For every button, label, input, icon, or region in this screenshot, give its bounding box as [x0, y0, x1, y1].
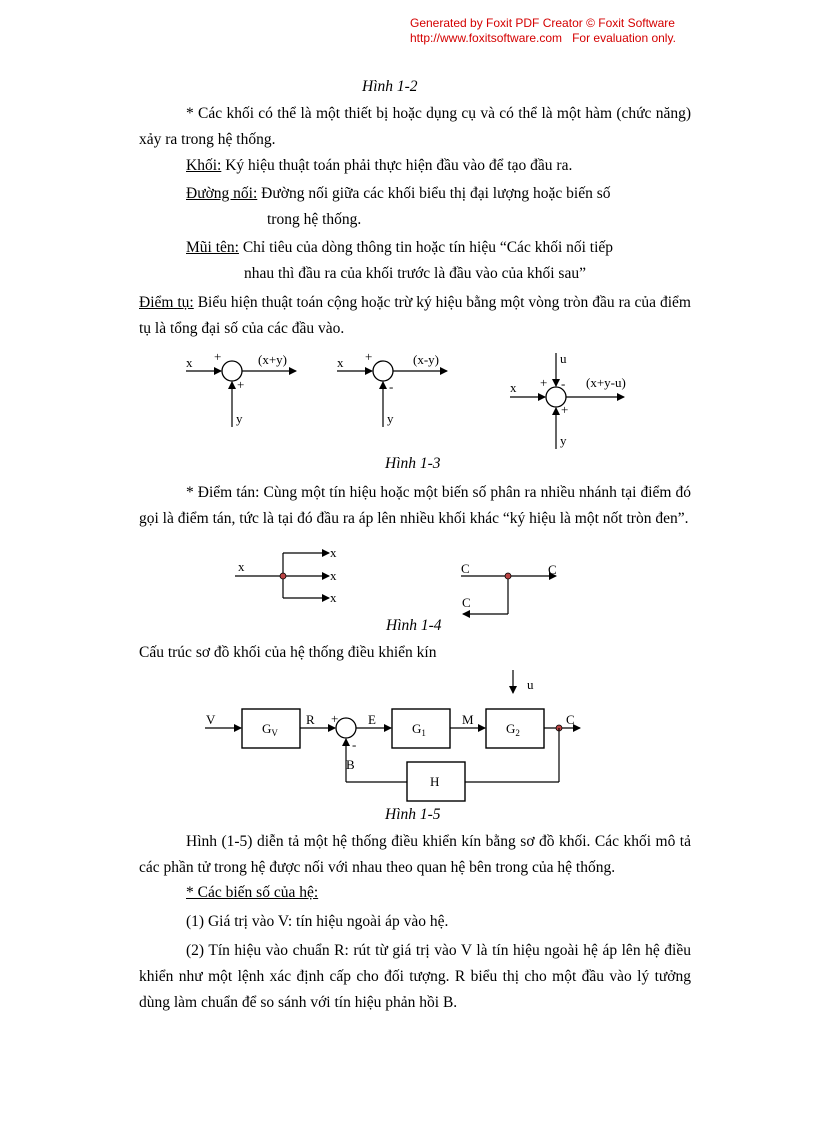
- j2-sign-2: -: [389, 379, 394, 394]
- heading-closed-loop: Cấu trúc sơ đồ khối của hệ thống điều khiển kín: [139, 644, 437, 661]
- caption-fig-1-5: Hình 1-5: [385, 806, 441, 823]
- branch-left-out-1: x: [330, 545, 337, 560]
- branch-right-back: C: [462, 595, 471, 610]
- term-khoi: Khối:: [186, 157, 222, 174]
- watermark-note: For evaluation only.: [572, 31, 676, 45]
- signal-u-label: u: [527, 677, 534, 692]
- figure-1-3: [0, 345, 816, 465]
- signal-r-label: R: [306, 712, 315, 727]
- j3-output-label: (x+y-u): [586, 375, 626, 390]
- j3-input-label: x: [510, 380, 517, 395]
- summing-junction-2: [337, 349, 447, 427]
- variable-item-2: (2) Tín hiệu vào chuẩn R: rút từ giá trị vào V là tín hiệu ngoài hệ áp lên hệ điều khiển như một lệnh xác định cấp cho đối tượng. R biểu thị cho một đầu vào lý tưởng dùng làm chuẩn để so sánh với tín hiệu phản hồi B.: [139, 942, 691, 1011]
- j1-sign-2: +: [237, 377, 245, 392]
- j3-top-label: u: [560, 351, 567, 366]
- term-mui-ten: Mũi tên:: [186, 239, 239, 256]
- summing-junction-1: [186, 349, 296, 427]
- sum-plus-sign: +: [331, 711, 339, 726]
- watermark: [410, 16, 676, 46]
- definition-duong-noi-cont: trong hệ thống.: [267, 211, 362, 228]
- block-h-label: H: [430, 774, 440, 789]
- definition-khoi: Khối: Ký hiệu thuật toán phải thực hiện đầu vào để tạo đầu ra.: [186, 157, 573, 174]
- j1-side-label: y: [236, 411, 243, 426]
- signal-e-label: E: [368, 712, 376, 727]
- branch-left-out-2: x: [330, 568, 337, 583]
- branch-right-input: C: [461, 561, 470, 576]
- j3-sign-3: +: [561, 402, 569, 417]
- branch-right-out: C: [548, 562, 557, 577]
- heading-variables: * Các biến số của hệ:: [186, 884, 319, 901]
- signal-b-label: B: [346, 757, 355, 772]
- caption-fig-1-2: Hình 1-2: [362, 78, 418, 95]
- paragraph-fig-1-5: Hình (1-5) diễn tả một hệ thống điều khiển kín bằng sơ đồ khối. Các khối mô tả các phần tử trong hệ được nối với nhau theo quan hệ bên trong của hệ thống.: [139, 833, 691, 876]
- j2-input-label: x: [337, 355, 344, 370]
- summing-junction-main: [336, 718, 356, 738]
- branch-point-left: [235, 545, 337, 605]
- caption-fig-1-4: Hình 1-4: [386, 617, 442, 634]
- definition-mui-ten-cont: nhau thì đầu ra của khối trước là đầu vào của khối sau”: [244, 265, 586, 282]
- definition-mui-ten: Mũi tên: Chỉ tiêu của dòng thông tin hoặc tín hiệu “Các khối nối tiếp: [186, 239, 614, 256]
- j1-output-label: (x+y): [258, 352, 287, 367]
- signal-v-label: V: [206, 712, 216, 727]
- j1-input-label: x: [186, 355, 193, 370]
- paragraph-diem-tan: * Điểm tán: Cùng một tín hiệu hoặc một biến số phân ra nhiều nhánh tại điểm đó gọi là điểm tán, tức là tại đó đầu ra áp lên nhiều khối khác “ký hiệu là một nốt tròn đen”.: [139, 484, 691, 527]
- branch-point-right: [461, 561, 557, 614]
- definition-duong-noi: Đường nối: Đường nối giữa các khối biểu thị đại lượng hoặc biến số: [186, 185, 611, 202]
- block-g1-label: $G_1$: [412, 721, 426, 738]
- definition-diem-tu: Điểm tụ: Biểu hiện thuật toán cộng hoặc trừ ký hiệu bằng một vòng tròn đầu ra của điểm tụ là tổng đại số của các đầu vào.: [139, 294, 691, 337]
- sum-minus-sign: -: [352, 737, 357, 752]
- j2-side-label: y: [387, 411, 394, 426]
- paragraph-blocks: * Các khối có thể là một thiết bị hoặc dụng cụ và có thể là một hàm (chức năng) xảy ra trong hệ thống.: [139, 105, 691, 148]
- term-diem-tu: Điểm tụ:: [139, 294, 194, 311]
- signal-m-label: M: [462, 712, 474, 727]
- j3-sign-1: +: [540, 375, 548, 390]
- branch-left-input: x: [238, 559, 245, 574]
- caption-fig-1-3: Hình 1-3: [385, 455, 441, 472]
- signal-c-label: C: [566, 712, 575, 727]
- branch-left-out-3: x: [330, 590, 337, 605]
- watermark-url[interactable]: http://www.foxitsoftware.com: [410, 31, 563, 45]
- figure-1-5: [0, 665, 816, 810]
- watermark-line1: Generated by Foxit PDF Creator © Foxit Software: [410, 16, 675, 30]
- j1-sign-1: +: [214, 349, 222, 364]
- j3-side-label: y: [560, 433, 567, 448]
- j2-sign-1: +: [365, 349, 373, 364]
- block-gv-label: $G_V$: [262, 721, 278, 738]
- variable-item-1: (1) Giá trị vào V: tín hiệu ngoài áp vào hệ.: [186, 913, 449, 930]
- block-g2-label: $G_2$: [506, 721, 520, 738]
- j2-output-label: (x-y): [413, 352, 439, 367]
- j3-sign-2: -: [561, 376, 566, 391]
- term-duong-noi: Đường nối:: [186, 185, 258, 202]
- figure-1-4: [0, 540, 816, 620]
- summing-junction-3: [510, 351, 626, 449]
